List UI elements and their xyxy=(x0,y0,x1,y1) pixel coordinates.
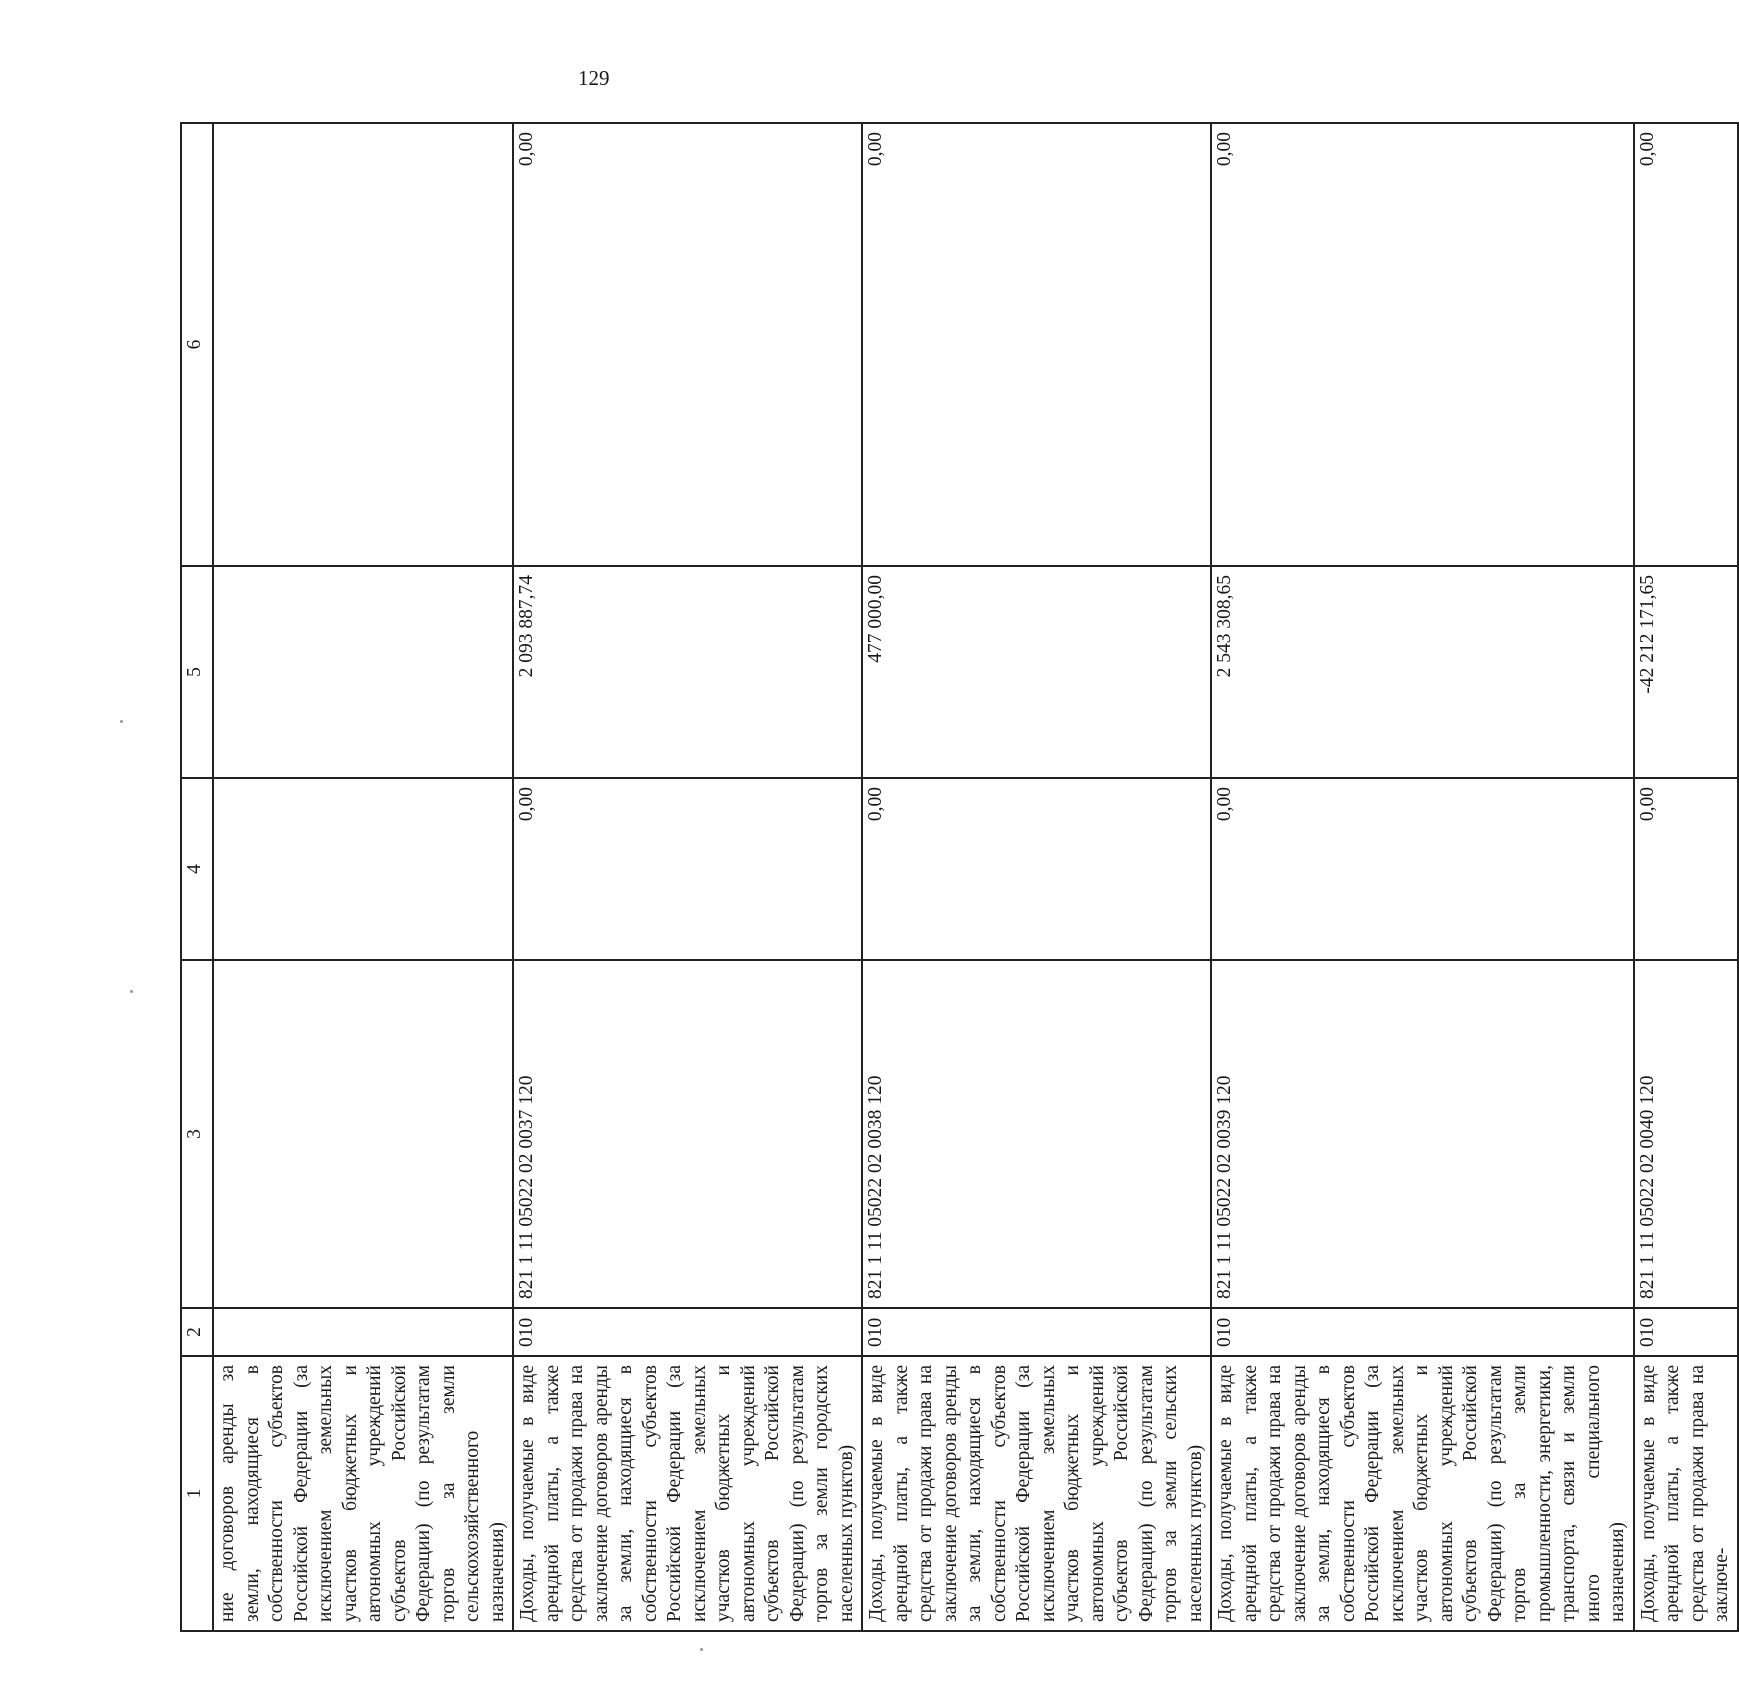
header-col-4: 4 xyxy=(181,778,213,960)
cell-col5: 2 543 308,65 xyxy=(1211,566,1634,778)
cell-line-code xyxy=(213,1308,513,1356)
cell-col5: 2 093 887,74 xyxy=(513,566,862,778)
cell-description: Доходы, получаемые в виде арендной платы, а также средства от продажи права на заключение договоров аренды за земли, находящиеся в собственности субъектов Российской Федерации (за исключением земельных участков бюджетных и автономных учреждений субъектов Российской Федерации) (по результатам торгов за земли промышленности, энергетики, транспорта, связи и земли иного специального назначения) xyxy=(1211,1356,1634,1631)
cell-col6: 0,00 xyxy=(1211,123,1634,566)
cell-kbk: 821 1 11 05022 02 0040 120 xyxy=(1634,960,1738,1308)
cell-line-code: 010 xyxy=(1634,1308,1738,1356)
report-table xyxy=(180,122,1739,1632)
cell-col4: 0,00 xyxy=(1211,778,1634,960)
cell-col5: -42 212 171,65 xyxy=(1634,566,1738,778)
cell-col5: 477 000,00 xyxy=(862,566,1211,778)
cell-col6: 0,00 xyxy=(513,123,862,566)
cell-col4: 0,00 xyxy=(1634,778,1738,960)
rotated-table-wrapper xyxy=(180,124,1732,1632)
cell-line-code: 010 xyxy=(1211,1308,1634,1356)
cell-kbk: 821 1 11 05022 02 0039 120 xyxy=(1211,960,1634,1308)
header-col-2: 2 xyxy=(181,1308,213,1356)
cell-description: Доходы, получаемые в виде арендной платы, а также средства от продажи права на заключение договоров аренды за земли, находящиеся в собственности субъектов Российской Федерации (за исключением земельных участков бюджетных и автономных учреждений субъектов Российской Федерации) (по результатам торгов за земли городских населенных пунктов) xyxy=(513,1356,862,1631)
scan-speck xyxy=(120,720,123,723)
cell-kbk: 821 1 11 05022 02 0038 120 xyxy=(862,960,1211,1308)
header-col-1: 1 xyxy=(181,1356,213,1631)
cell-line-code: 010 xyxy=(513,1308,862,1356)
table-row xyxy=(213,123,513,1631)
cell-kbk: 821 1 11 05022 02 0037 120 xyxy=(513,960,862,1308)
cell-col4: 0,00 xyxy=(513,778,862,960)
table-row xyxy=(862,123,1211,1631)
cell-kbk xyxy=(213,960,513,1308)
table-row xyxy=(513,123,862,1631)
page-number: 129 xyxy=(578,66,610,90)
scan-speck xyxy=(700,1648,703,1651)
cell-description: Доходы, получаемые в виде арендной платы, а также средства от продажи права на заключение договоров аренды за земли, находящиеся в собственности субъектов Российской Федерации (за исключением земельных участков бюджетных и автономных учреждений субъектов Российской Федерации) (по результатам торгов за земли сельских населенных пунктов) xyxy=(862,1356,1211,1631)
cell-line-code: 010 xyxy=(862,1308,1211,1356)
cell-col6: 0,00 xyxy=(1634,123,1738,566)
table-row xyxy=(1211,123,1634,1631)
cell-description: Доходы, получаемые в виде арендной платы, а также средства от продажи права на заключе- xyxy=(1634,1356,1738,1631)
cell-col4 xyxy=(213,778,513,960)
cell-col6 xyxy=(213,123,513,566)
table-header-row xyxy=(181,123,213,1631)
header-col-3: 3 xyxy=(181,960,213,1308)
cell-col4: 0,00 xyxy=(862,778,1211,960)
header-col-6: 6 xyxy=(181,123,213,566)
cell-col5 xyxy=(213,566,513,778)
scan-speck xyxy=(130,990,133,993)
cell-col6: 0,00 xyxy=(862,123,1211,566)
cell-description: ние договоров аренды за земли, находящиеся в собственности субъектов Российской Федерации (за исключением земельных участков бюджетных и автономных учреждений субъектов Российской Федерации) (по результатам торгов за земли сельскохозяйственного назначения) xyxy=(213,1356,513,1631)
header-col-5: 5 xyxy=(181,566,213,778)
table-row xyxy=(1634,123,1738,1631)
